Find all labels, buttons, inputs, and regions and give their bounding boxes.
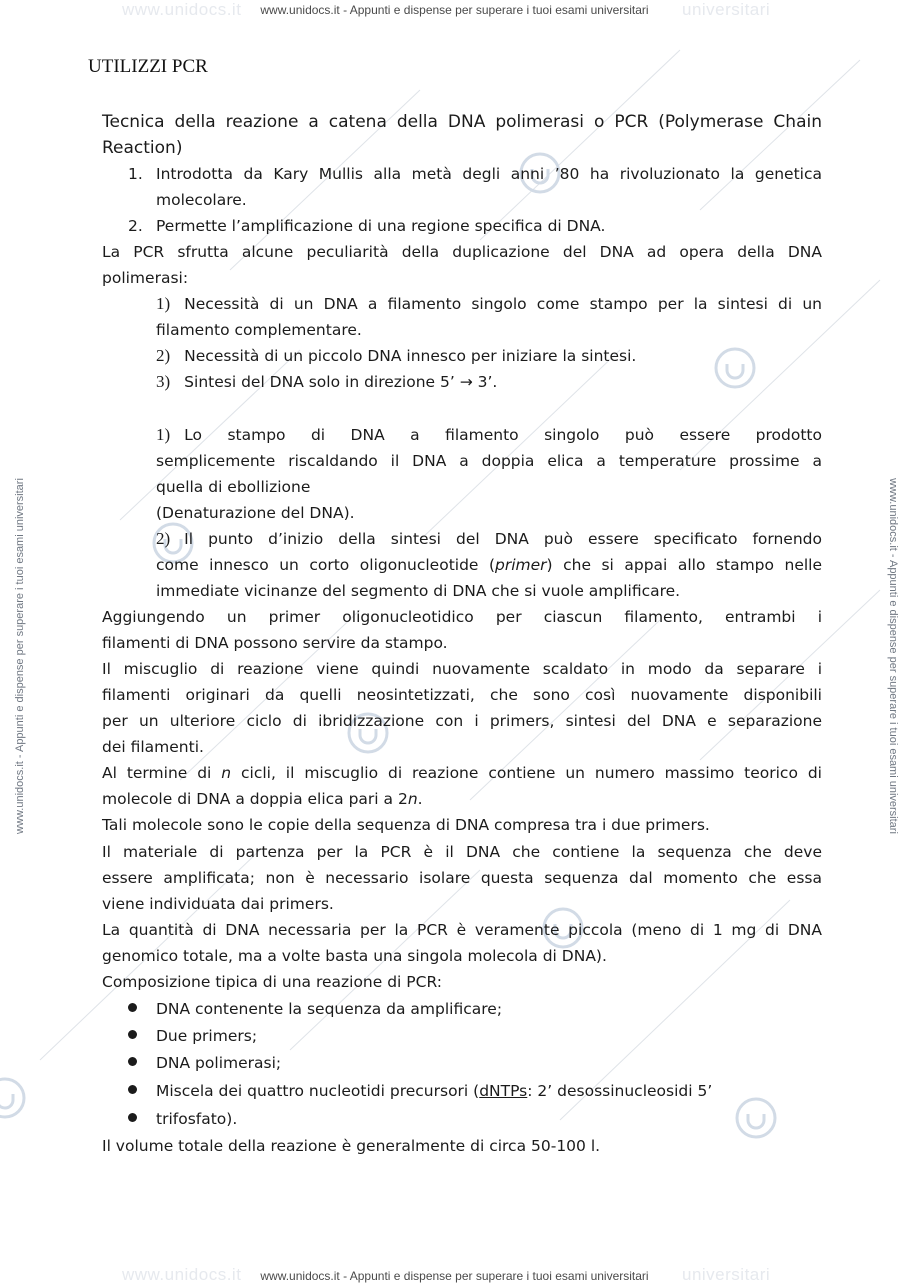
paragraph: genomico totale, ma a volte basta una singola molecola di DNA). bbox=[102, 947, 607, 965]
watermark-ghost-text: www.unidocs.it bbox=[122, 1265, 242, 1284]
watermark-side-right: www.unidocs.it - Appunti e dispense per superare i tuoi esami universitari bbox=[887, 478, 899, 834]
paragraph: dei filamenti. bbox=[102, 738, 204, 756]
list-item-number: 2. bbox=[128, 217, 143, 235]
watermark-side-left: www.unidocs.it - Appunti e dispense per superare i tuoi esami universitari bbox=[14, 478, 26, 834]
paragraph: 2) Il punto d’inizio della sintesi del DNA può essere specificato fornendo bbox=[156, 529, 822, 548]
paragraph: semplicemente riscaldando il DNA a doppia elica a temperature prossime a bbox=[156, 452, 822, 470]
paragraph: filamenti di DNA possono servire da stampo. bbox=[102, 634, 448, 652]
list-item-text: trifosfato). bbox=[156, 1110, 238, 1128]
list-item: 2) Necessità di un piccolo DNA innesco per iniziare la sintesi. bbox=[156, 346, 637, 365]
paragraph: immediate vicinanze del segmento di DNA che si vuole amplificare. bbox=[156, 582, 681, 600]
list-item-text: DNA contenente la sequenza da amplificare; bbox=[156, 1000, 503, 1018]
paragraph: 1) Lo stampo di DNA a filamento singolo può essere prodotto bbox=[156, 425, 822, 444]
watermark-footer[interactable]: www.unidocs.it - Appunti e dispense per superare i tuoi esami universitari bbox=[260, 1269, 649, 1283]
paragraph: (Denaturazione del DNA). bbox=[156, 504, 355, 522]
list-item: filamento complementare. bbox=[156, 321, 362, 339]
paragraph: Tali molecole sono le copie della sequenza di DNA compresa tra i due primers. bbox=[102, 816, 710, 834]
list-item bbox=[0, 1023, 909, 1049]
watermark-ghost-text: universitari bbox=[682, 1265, 771, 1284]
paragraph: come innesco un corto oligonucleotide (primer) che si appai allo stampo nelle bbox=[156, 556, 823, 574]
paragraph: molecole di DNA a doppia elica pari a 2n. bbox=[102, 790, 423, 808]
paragraph: Il miscuglio di reazione viene quindi nuovamente scaldato in modo da separare i bbox=[102, 660, 822, 678]
dntps-link[interactable]: dNTPs bbox=[479, 1082, 528, 1100]
list-item bbox=[0, 1106, 909, 1132]
composition-heading: Composizione tipica di una reazione di PCR: bbox=[102, 973, 442, 991]
bullet-icon bbox=[128, 1057, 137, 1066]
watermark-ghost-text: universitari bbox=[682, 0, 771, 19]
list-item-text: Miscela dei quattro nucleotidi precursori (dNTPs: 2’ desossinucleosidi 5’ bbox=[156, 1082, 713, 1100]
watermark-ghost-text: www.unidocs.it bbox=[122, 0, 242, 19]
list-item: 1) Necessità di un DNA a filamento singolo come stampo per la sintesi di un bbox=[156, 294, 822, 313]
paragraph: essere amplificata; non è necessario isolare questa sequenza dal momento che essa bbox=[102, 869, 822, 887]
list-item bbox=[0, 1050, 909, 1076]
bullet-icon bbox=[128, 1003, 137, 1012]
paragraph: Il volume totale della reazione è generalmente di circa 50-100 l. bbox=[102, 1137, 601, 1155]
paragraph: Aggiungendo un primer oligonucleotidico per ciascun filamento, entrambi i bbox=[102, 608, 822, 626]
paragraph: per un ulteriore ciclo di ibridizzazione con i primers, sintesi del DNA e separazione bbox=[102, 712, 822, 730]
paragraph: polimerasi: bbox=[102, 269, 189, 287]
paragraph: La PCR sfrutta alcune peculiarità della duplicazione del DNA ad opera della DNA bbox=[102, 243, 822, 261]
list-item-text: DNA polimerasi; bbox=[156, 1054, 282, 1072]
paragraph: Al termine di n cicli, il miscuglio di reazione contiene un numero massimo teorico di bbox=[102, 764, 822, 782]
section-subtitle: Tecnica della reazione a catena della DNA polimerasi o PCR (Polymerase Chain bbox=[102, 112, 822, 132]
list-item: 3) Sintesi del DNA solo in direzione 5’ → 3’. bbox=[156, 372, 498, 391]
list-item-text: Due primers; bbox=[156, 1027, 258, 1045]
list-item bbox=[0, 996, 909, 1022]
paragraph: quella di ebollizione bbox=[156, 478, 311, 496]
list-item: Permette l’amplificazione di una regione specifica di DNA. bbox=[156, 217, 606, 235]
bullet-icon bbox=[128, 1030, 137, 1039]
section-subtitle: Reaction) bbox=[102, 138, 183, 158]
page-title: UTILIZZI PCR bbox=[88, 56, 208, 77]
bullet-icon bbox=[128, 1113, 137, 1122]
list-item: molecolare. bbox=[156, 191, 247, 209]
paragraph: Il materiale di partenza per la PCR è il DNA che contiene la sequenza che deve bbox=[102, 843, 822, 861]
bullet-icon bbox=[128, 1085, 137, 1094]
list-item-number: 1. bbox=[128, 165, 143, 183]
primer-term: primer bbox=[495, 556, 547, 574]
paragraph: filamenti originari da quelli neosintetizzati, che sono così nuovamente disponibili bbox=[102, 686, 822, 704]
list-item: Introdotta da Kary Mullis alla metà degli anni ’80 ha rivoluzionato la genetica bbox=[156, 165, 822, 183]
watermark-header[interactable]: www.unidocs.it - Appunti e dispense per superare i tuoi esami universitari bbox=[260, 3, 649, 17]
list-item bbox=[0, 1078, 909, 1104]
paragraph: viene individuata dai primers. bbox=[102, 895, 334, 913]
paragraph: La quantità di DNA necessaria per la PCR è veramente piccola (meno di 1 mg di DNA bbox=[102, 921, 822, 939]
